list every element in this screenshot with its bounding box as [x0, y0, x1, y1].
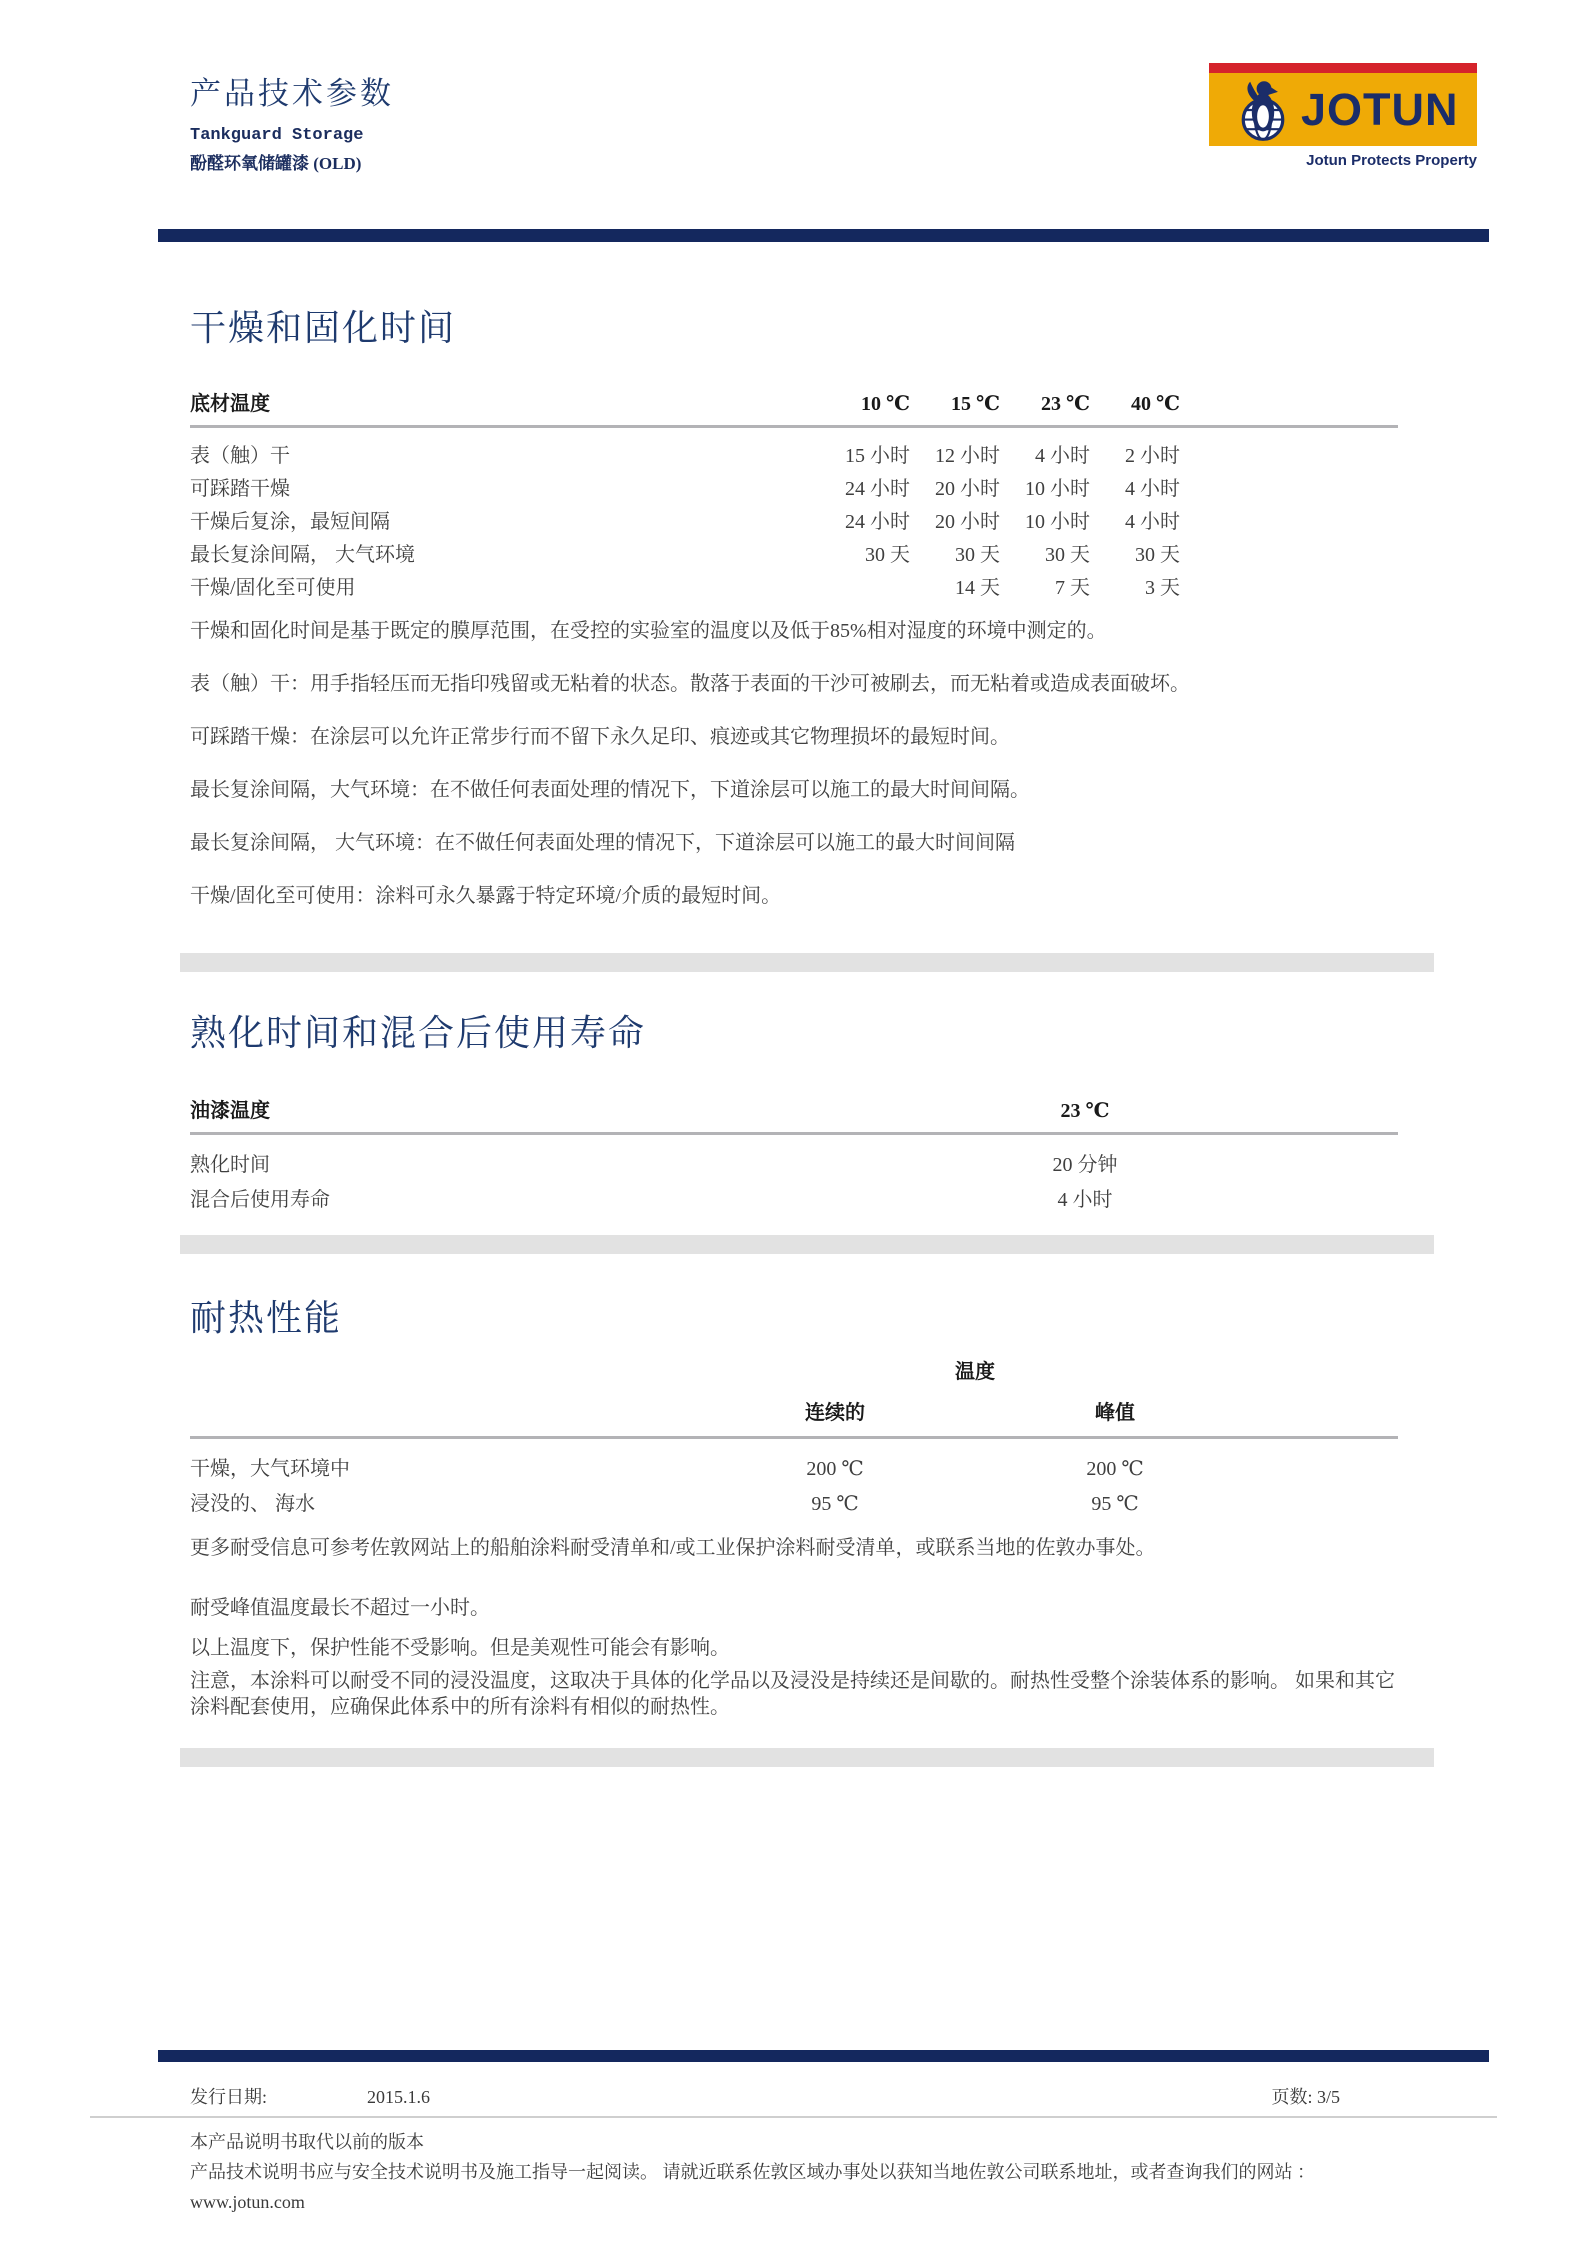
- potlife-table: [190, 1095, 1398, 1218]
- drying-table-header: [190, 388, 1398, 421]
- row-label: 熟化时间: [190, 1154, 270, 1176]
- issue-date-label: 发行日期:: [190, 2087, 268, 2107]
- note-paragraph: 注意，本涂料可以耐受不同的浸没温度，这取决于具体的化学品以及浸没是持续还是间歇的。耐热性受整个涂装体系的影响。 如果和其它涂料配套使用，应确保此体系中的所有涂料有相似的耐热性。: [190, 1670, 1395, 1718]
- note-paragraph: 耐受峰值温度最长不超过一小时。: [190, 1597, 490, 1619]
- table-cell: 7 天: [1055, 577, 1090, 599]
- table-cell: 30 天: [1045, 544, 1090, 566]
- table-row: [190, 572, 1398, 605]
- table-cell: 4 小时: [1057, 1189, 1113, 1211]
- column-header: 连续的: [805, 1402, 865, 1424]
- table-row: [190, 1487, 1398, 1522]
- table-row: [190, 1148, 1398, 1183]
- table-cell: 30 天: [1135, 544, 1180, 566]
- note-paragraph: 以上温度下，保护性能不受影响。但是美观性可能会有影响。: [190, 1637, 730, 1659]
- product-name-en: Tankguard Storage: [190, 126, 364, 145]
- section-title-drying: 干燥和固化时间: [190, 308, 457, 348]
- row-label: 浸没的、 海水: [190, 1493, 315, 1515]
- column-header: 23 ℃: [1041, 393, 1090, 415]
- note-paragraph: 最长复涂间隔， 大气环境：在不做任何表面处理的情况下，下道涂层可以施工的最大时间间隔: [190, 832, 1015, 854]
- table-row: [190, 440, 1398, 473]
- jotun-logo: [1209, 63, 1477, 146]
- table-cell: 4 小时: [1125, 478, 1180, 500]
- note-paragraph: 更多耐受信息可参考佐敦网站上的船舶涂料耐受清单和/或工业保护涂料耐受清单，或联系当地的佐敦办事处。: [190, 1537, 1156, 1559]
- section-separator: [180, 1748, 1434, 1767]
- column-header: 15 ℃: [951, 393, 1000, 415]
- table-rule: [190, 1132, 1398, 1135]
- section-title-curing: 熟化时间和混合后使用寿命: [190, 1013, 647, 1053]
- table-cell: 4 小时: [1125, 511, 1180, 533]
- row-label: 干燥/固化至可使用: [190, 577, 356, 599]
- table-rule: [190, 425, 1398, 428]
- column-group-header: 温度: [955, 1361, 995, 1383]
- table-cell: 20 小时: [935, 478, 1000, 500]
- table-cell: 20 小时: [935, 511, 1000, 533]
- footer-notes: [190, 2131, 1460, 2221]
- jotun-wordmark: JOTUN: [1301, 84, 1459, 135]
- footer-note: 本产品说明书取代以前的版本: [190, 2132, 424, 2152]
- table-row: [190, 506, 1398, 539]
- logo-red-stripe: [1209, 63, 1477, 73]
- table-row: [190, 539, 1398, 572]
- column-header: 40 ℃: [1131, 393, 1180, 415]
- footer-note: 产品技术说明书应与安全技术说明书及施工指导一起阅读。 请就近联系佐敦区域办事处以获知当地佐敦公司联系地址，或者查询我们的网站 ：: [190, 2162, 1315, 2182]
- page-title: 产品技术参数: [190, 76, 394, 111]
- column-header: 油漆温度: [190, 1100, 270, 1122]
- table-cell: 10 小时: [1025, 511, 1090, 533]
- table-cell: 95 ℃: [1091, 1493, 1139, 1515]
- table-cell: 95 ℃: [811, 1493, 859, 1515]
- drying-notes: [190, 618, 1402, 936]
- table-cell: 14 天: [955, 577, 1000, 599]
- table-rule: [190, 1436, 1398, 1439]
- table-row: [190, 1183, 1398, 1218]
- table-cell: 3 天: [1145, 577, 1180, 599]
- heat-table: [190, 1350, 1398, 1522]
- table-cell: 24 小时: [845, 478, 910, 500]
- footer-meta-row: [190, 2083, 1398, 2109]
- table-cell: 30 天: [955, 544, 1000, 566]
- column-header: 底材温度: [190, 393, 270, 415]
- row-label: 表（触）干: [190, 445, 290, 467]
- note-paragraph: 表（触）干：用手指轻压而无指印残留或无粘着的状态。散落于表面的干沙可被刷去，而无粘着或造成表面破坏。: [190, 673, 1190, 695]
- table-cell: 12 小时: [935, 445, 1000, 467]
- table-cell: 2 小时: [1125, 445, 1180, 467]
- table-cell: 24 小时: [845, 511, 910, 533]
- table-cell: 15 小时: [845, 445, 910, 467]
- row-label: 可踩踏干燥: [190, 478, 290, 500]
- note-paragraph: 最长复涂间隔，大气环境：在不做任何表面处理的情况下，下道涂层可以施工的最大时间间隔。: [190, 779, 1030, 801]
- section-separator: [180, 1235, 1434, 1254]
- footer-rule: [90, 2116, 1497, 2118]
- table-cell: 200 ℃: [1086, 1458, 1144, 1480]
- row-label: 干燥，大气环境中: [190, 1458, 350, 1480]
- jotun-penguin-globe-icon: [1235, 78, 1291, 142]
- product-name-cn: 酚醛环氧储罐漆 (OLD): [190, 154, 362, 173]
- section-title-heat: 耐热性能: [190, 1298, 343, 1338]
- table-cell: 30 天: [865, 544, 910, 566]
- table-cell: 200 ℃: [806, 1458, 864, 1480]
- footer-divider-bar: [158, 2050, 1489, 2062]
- heat-table-group-header: [190, 1350, 1398, 1394]
- header-divider-bar: [158, 229, 1489, 242]
- note-paragraph: 干燥和固化时间是基于既定的膜厚范围，在受控的实验室的温度以及低于85%相对湿度的环境中测定的。: [190, 620, 1107, 642]
- heat-table-subheader: [190, 1394, 1398, 1432]
- table-cell: 10 小时: [1025, 478, 1090, 500]
- row-label: 最长复涂间隔， 大气环境: [190, 544, 415, 566]
- issue-date-value: 2015.1.6: [367, 2087, 431, 2107]
- column-header: 23 ℃: [1060, 1100, 1110, 1122]
- note-paragraph: 可踩踏干燥：在涂层可以允许正常步行而不留下永久足印、痕迹或其它物理损坏的最短时间。: [190, 726, 1010, 748]
- table-row: [190, 1452, 1398, 1487]
- column-header: 10 ℃: [861, 393, 910, 415]
- heat-notes: [190, 1535, 1402, 1720]
- website-url: www.jotun.com: [190, 2192, 305, 2212]
- table-cell: 4 小时: [1035, 445, 1090, 467]
- table-cell: 20 分钟: [1052, 1154, 1118, 1176]
- row-label: 干燥后复涂，最短间隔: [190, 511, 390, 533]
- section-separator: [180, 953, 1434, 972]
- drying-table: [190, 388, 1398, 605]
- page-number: 页数: 3/5: [1271, 2087, 1340, 2107]
- row-label: 混合后使用寿命: [190, 1189, 330, 1211]
- note-paragraph: 干燥/固化至可使用：涂料可永久暴露于特定环境/介质的最短时间。: [190, 885, 782, 907]
- table-row: [190, 473, 1398, 506]
- potlife-table-header: [190, 1095, 1398, 1128]
- jotun-tagline: Jotun Protects Property: [1306, 152, 1477, 169]
- column-header: 峰值: [1095, 1402, 1135, 1424]
